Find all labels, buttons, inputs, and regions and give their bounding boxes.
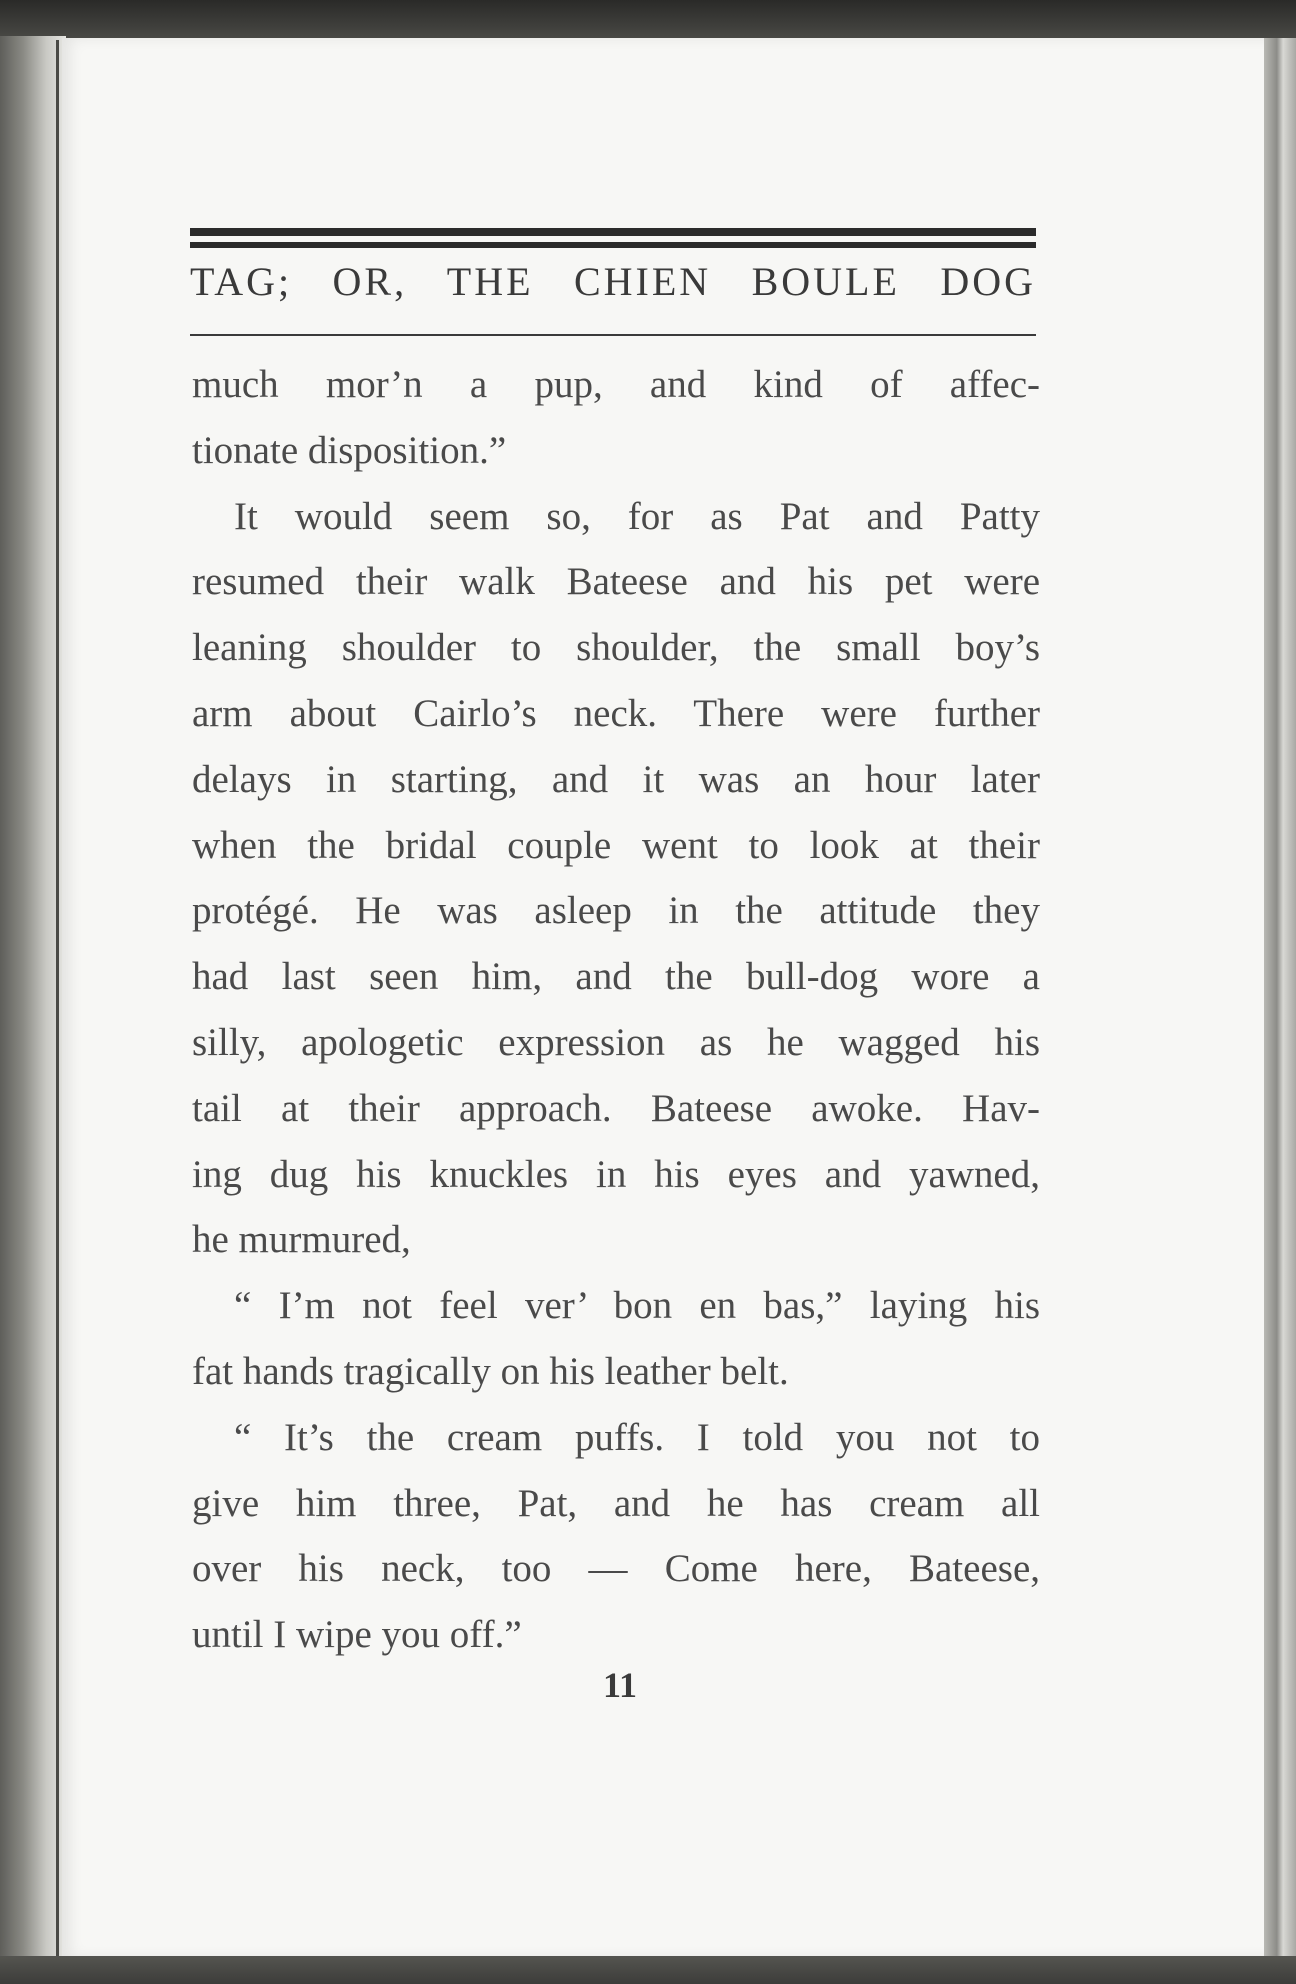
text-line: It would seem so, for as Pat and Patty	[234, 494, 1040, 538]
text-line: tionate disposition.”	[192, 428, 507, 472]
text-line: when the bridal couple went to look at their	[192, 823, 1040, 867]
scanner-bottom-edge	[0, 1956, 1296, 1984]
page-block-edge	[1264, 38, 1296, 1958]
text-line: had last seen him, and the bull-dog wore a	[192, 955, 1040, 999]
text-line: tail at their approach. Bateese awoke. Hav-	[192, 1086, 1040, 1130]
text-line: over his neck, too — Come here, Bateese,	[192, 1547, 1040, 1591]
running-head: TAG; OR, THE CHIEN BOULE DOG	[190, 259, 1036, 304]
text-line: resumed their walk Bateese and his pet were	[192, 560, 1040, 604]
header-double-rule	[190, 228, 1036, 248]
text-line: arm about Cairlo’s neck. There were further	[192, 691, 1040, 735]
header-thin-rule	[190, 334, 1036, 336]
text-line: “ It’s the cream puffs. I told you not to	[234, 1415, 1040, 1459]
text-line: give him three, Pat, and he has cream all	[192, 1481, 1040, 1525]
text-line: delays in starting, and it was an hour later	[192, 757, 1040, 801]
text-line: he murmured,	[192, 1218, 411, 1262]
text-line: until I wipe you off.”	[192, 1613, 522, 1657]
binding-gutter-line	[56, 40, 59, 1956]
page-body-text	[192, 352, 1040, 1668]
scanner-top-edge	[0, 0, 1296, 40]
text-line: ing dug his knuckles in his eyes and yawned,	[192, 1152, 1040, 1196]
text-line: leaning shoulder to shoulder, the small boy’s	[192, 626, 1040, 670]
text-line: much mor’n a pup, and kind of affec-	[192, 363, 1040, 406]
page-number: 11	[602, 1665, 637, 1705]
text-line: silly, apologetic expression as he wagged his	[192, 1020, 1040, 1064]
text-line: “ I’m not feel ver’ bon en bas,” laying his	[234, 1284, 1040, 1328]
text-line: protégé. He was asleep in the attitude they	[192, 889, 1040, 933]
text-line: fat hands tragically on his leather belt.	[192, 1349, 789, 1393]
